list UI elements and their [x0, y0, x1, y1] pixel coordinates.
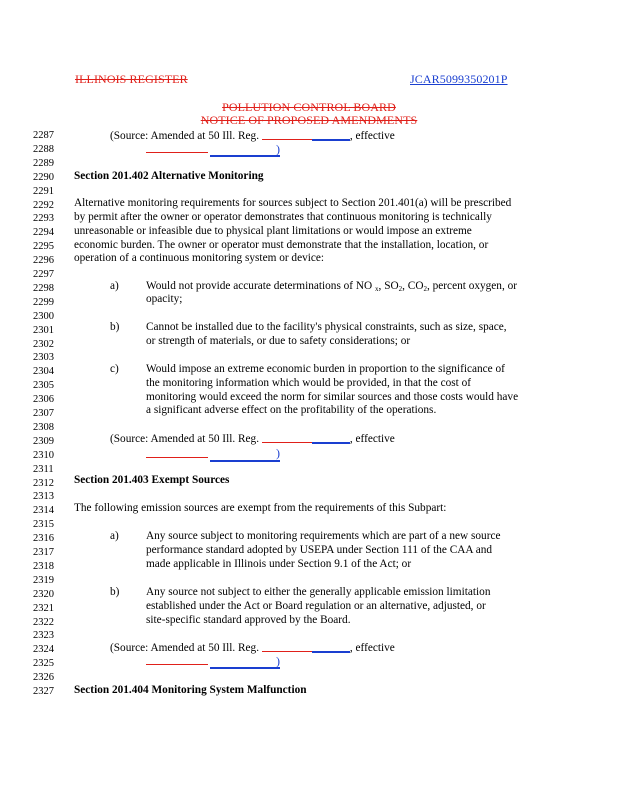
- source-note-1-close: ): [276, 142, 280, 156]
- section-402-intro-5: operation of a continuous monitoring system or device:: [74, 252, 325, 264]
- line-number: 2309: [33, 435, 54, 447]
- document-id-link[interactable]: JCAR5099350201P: [410, 72, 508, 86]
- line-number: 2297: [33, 269, 54, 280]
- line-number: 2325: [33, 658, 54, 670]
- source-note-3-close: ): [276, 654, 280, 668]
- source-note-1: (Source: Amended at 50 Ill. Reg. , effective: [110, 130, 395, 142]
- line-number: 2306: [33, 394, 54, 406]
- line-number: 2316: [33, 533, 54, 545]
- item-402b-marker: b): [110, 321, 120, 333]
- line-number: 2301: [33, 324, 54, 336]
- line-number: 2293: [33, 213, 54, 225]
- section-404-heading: Section 201.404 Monitoring System Malfunction: [74, 684, 307, 696]
- item-403a-line-2: performance standard adopted by USEPA under Section 111 of the CAA and: [146, 544, 493, 556]
- line-number: 2303: [33, 352, 54, 364]
- item-403b-line-2: established under the Act or Board regulation or an alternative, adjusted, or: [146, 600, 486, 612]
- line-number: 2296: [33, 255, 54, 267]
- line-number: 2307: [33, 408, 54, 419]
- line-number: 2290: [33, 171, 54, 183]
- notice-title: NOTICE OF PROPOSED AMENDMENTS: [200, 113, 418, 127]
- item-402c-line-4: a significant adverse effect on the profitability of the operations.: [146, 404, 437, 416]
- line-number: 2313: [33, 491, 54, 503]
- item-402b-line-2: or strength of materials, or due to safety considerations; or: [146, 335, 411, 347]
- line-number: 2323: [33, 630, 54, 642]
- item-403b-line-3: site-specific standard approved by the Board.: [146, 614, 351, 626]
- line-number: 2327: [33, 686, 54, 697]
- line-number: 2322: [33, 616, 54, 628]
- line-number: 2311: [33, 463, 54, 475]
- line-number: 2288: [33, 143, 54, 155]
- line-number: 2315: [33, 519, 54, 531]
- item-403b-line-1: Any source not subject to either the generally applicable emission limitation: [146, 586, 491, 598]
- agency-title: POLLUTION CONTROL BOARD: [222, 100, 396, 114]
- line-number: 2305: [33, 380, 54, 392]
- source-note-2: (Source: Amended at 50 Ill. Reg. , effective: [110, 433, 395, 445]
- section-403-intro: The following emission sources are exempt from the requirements of this Subpart:: [74, 502, 447, 514]
- line-number: 2320: [33, 588, 54, 600]
- item-403b-marker: b): [110, 586, 120, 598]
- item-403a-marker: a): [110, 530, 119, 542]
- item-402a-marker: a): [110, 280, 119, 292]
- line-number: 2319: [33, 574, 54, 586]
- source-note-3: (Source: Amended at 50 Ill. Reg. , effective: [110, 642, 395, 654]
- item-402c-line-2: the monitoring information which would be provided, in that the cost of: [146, 377, 472, 389]
- line-number: 2295: [33, 241, 54, 253]
- section-402-intro-1: Alternative monitoring requirements for sources subject to Section 201.401(a) will be prescribed: [74, 197, 512, 209]
- line-number: 2299: [33, 296, 54, 308]
- section-402-intro-4: economic burden. The owner or operator must demonstrate that the installation, location, or: [74, 239, 489, 251]
- line-number: 2304: [33, 366, 54, 378]
- item-402c-marker: c): [110, 363, 119, 375]
- source-note-2-close: ): [276, 446, 280, 460]
- item-402a-line-1: Would not provide accurate determinations of NO $_x$, $SO_2$, $CO_2$, percent oxygen, or: [146, 280, 518, 293]
- line-number: 2287: [33, 130, 54, 141]
- item-403a-line-1: Any source subject to monitoring requirements which are part of a new source: [146, 530, 501, 542]
- section-402-intro-2: by permit after the owner or operator demonstrates that continuous monitoring is technically: [74, 211, 492, 223]
- line-number: 2312: [33, 477, 54, 489]
- item-402a-line-2: opacity;: [146, 293, 183, 305]
- line-number: 2300: [33, 310, 54, 322]
- item-402b-line-1: Cannot be installed due to the facility's physical constraints, such as size, space,: [146, 321, 507, 333]
- item-402c-line-1: Would impose an extreme economic burden in proportion to the significance of: [146, 363, 505, 375]
- line-number: 2324: [33, 644, 54, 656]
- line-number: 2298: [33, 282, 54, 294]
- line-number: 2317: [33, 547, 54, 558]
- register-title: ILLINOIS REGISTER: [75, 72, 188, 86]
- line-number: 2308: [33, 421, 54, 433]
- section-403-heading: Section 201.403 Exempt Sources: [74, 474, 230, 486]
- item-402c-line-3: monitoring would exceed the norm for similar sources and those costs would have: [146, 391, 519, 403]
- line-number: 2321: [33, 602, 54, 614]
- section-402-heading: Section 201.402 Alternative Monitoring: [74, 170, 264, 182]
- line-number: 2318: [33, 560, 54, 572]
- line-number: 2302: [33, 338, 54, 350]
- line-number: 2292: [33, 199, 54, 211]
- line-number: 2326: [33, 672, 54, 684]
- line-number: 2289: [33, 157, 54, 169]
- line-number: 2310: [33, 449, 54, 461]
- line-number: 2294: [33, 227, 54, 239]
- section-402-intro-3: unreasonable or infeasible due to physical plant limitations or would impose an extreme: [74, 225, 472, 237]
- line-number: 2314: [33, 505, 54, 517]
- line-number: 2291: [33, 185, 54, 197]
- item-403a-line-3: made applicable in Illinois under Section 9.1 of the Act; or: [146, 558, 412, 570]
